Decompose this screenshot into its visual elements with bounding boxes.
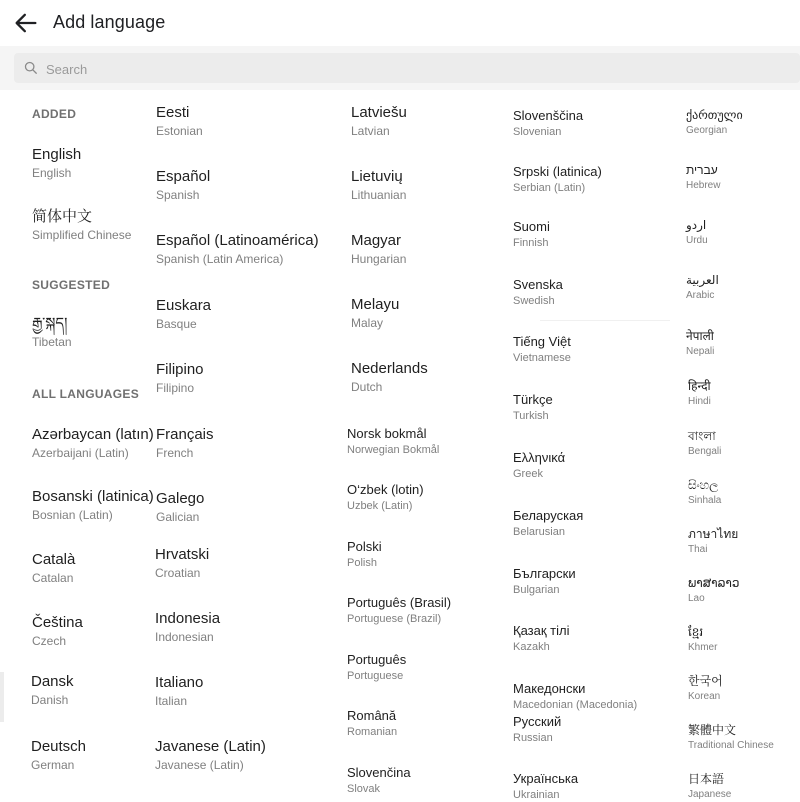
- search-icon: [24, 61, 38, 75]
- language-item[interactable]: [32, 551, 75, 586]
- language-subtitle: Serbian (Latin): [513, 182, 586, 194]
- language-subtitle: French: [156, 446, 194, 460]
- language-item[interactable]: [347, 426, 439, 457]
- language-item[interactable]: [156, 232, 319, 267]
- language-name: 한국어: [688, 674, 723, 688]
- search-input[interactable]: [44, 59, 748, 79]
- language-item[interactable]: [347, 765, 411, 796]
- language-name: Français: [156, 426, 214, 443]
- language-item[interactable]: [347, 595, 451, 626]
- language-name: Hrvatski: [155, 546, 210, 563]
- language-subtitle: Azerbaijani (Latin): [32, 446, 129, 460]
- top-bar: [0, 0, 800, 46]
- language-item[interactable]: [31, 673, 74, 708]
- language-item[interactable]: [686, 218, 708, 247]
- language-item-simplified-chinese[interactable]: [32, 208, 131, 243]
- language-subtitle: Norwegian Bokmål: [347, 444, 440, 456]
- language-name: Čeština: [32, 614, 83, 631]
- language-subtitle: Lithuanian: [351, 188, 407, 202]
- language-item[interactable]: [347, 539, 382, 570]
- language-item[interactable]: [513, 771, 578, 802]
- language-item[interactable]: [686, 329, 714, 358]
- language-item[interactable]: [513, 623, 569, 654]
- language-name: Español (Latinoamérica): [156, 232, 319, 249]
- language-subtitle: Portuguese: [347, 670, 404, 682]
- language-subtitle: Khmer: [688, 642, 718, 653]
- language-item[interactable]: [156, 426, 214, 461]
- language-name: العربية: [686, 273, 719, 287]
- language-subtitle: Slovak: [347, 783, 381, 795]
- language-name: ខ្មែរ: [688, 625, 704, 639]
- language-item[interactable]: [156, 297, 211, 332]
- language-item[interactable]: [688, 478, 721, 507]
- language-subtitle: Romanian: [347, 726, 398, 738]
- arrow-left-icon: [12, 9, 40, 37]
- language-subtitle: German: [31, 758, 75, 772]
- language-name: Українська: [513, 771, 579, 786]
- language-item[interactable]: [156, 361, 204, 396]
- language-subtitle: English: [32, 166, 72, 180]
- language-subtitle: Indonesian: [155, 630, 214, 644]
- search-box[interactable]: [14, 53, 800, 83]
- section-header-added: ADDED: [32, 107, 77, 121]
- language-item[interactable]: [686, 273, 719, 302]
- language-item[interactable]: [688, 625, 717, 654]
- language-subtitle: Polish: [347, 557, 377, 569]
- language-name: עברית: [686, 163, 718, 177]
- language-subtitle: Lao: [688, 593, 705, 604]
- language-name: Magyar: [351, 232, 402, 249]
- language-subtitle: Portuguese (Brazil): [347, 613, 442, 625]
- language-name: Русский: [513, 714, 562, 729]
- language-subtitle: Belarusian: [513, 526, 565, 538]
- language-item[interactable]: [513, 508, 583, 539]
- language-item[interactable]: [513, 108, 583, 139]
- language-name: Català: [32, 551, 76, 568]
- language-subtitle: Latvian: [351, 124, 390, 138]
- language-item[interactable]: [513, 714, 561, 745]
- language-name: Eesti: [156, 104, 190, 121]
- language-item[interactable]: [513, 164, 602, 195]
- language-subtitle: Turkish: [513, 410, 549, 422]
- language-item[interactable]: [156, 490, 204, 525]
- language-name: 日本語: [688, 772, 725, 786]
- language-subtitle: Bulgarian: [513, 584, 560, 596]
- language-item[interactable]: [32, 614, 83, 649]
- language-name: ພາສາລາວ: [688, 576, 740, 590]
- language-subtitle: Kazakh: [513, 641, 550, 653]
- language-item[interactable]: [351, 168, 406, 203]
- language-name: हिन्दी: [688, 379, 711, 393]
- language-subtitle: Russian: [513, 732, 553, 744]
- language-subtitle: Traditional Chinese: [688, 740, 774, 751]
- language-subtitle: Croatian: [155, 566, 201, 580]
- page-title: Add language: [53, 12, 166, 32]
- language-item[interactable]: [351, 296, 399, 331]
- language-name: Türkçe: [513, 392, 553, 407]
- language-name: Slovenščina: [513, 108, 584, 123]
- language-item[interactable]: [513, 277, 563, 308]
- language-name: Svenska: [513, 277, 563, 292]
- language-name: Indonesia: [155, 610, 221, 627]
- language-item[interactable]: [347, 652, 406, 683]
- section-header-suggested: SUGGESTED: [32, 278, 111, 292]
- language-item[interactable]: [688, 772, 731, 801]
- language-item[interactable]: [513, 334, 571, 365]
- language-item[interactable]: [688, 527, 738, 556]
- language-subtitle: Filipino: [156, 381, 195, 395]
- language-item[interactable]: [32, 488, 154, 523]
- language-name: Português: [347, 652, 407, 667]
- language-subtitle: Hungarian: [351, 252, 407, 266]
- language-subtitle: Galician: [156, 510, 200, 524]
- language-item[interactable]: [688, 576, 739, 605]
- language-subtitle: Catalan: [32, 571, 74, 585]
- language-subtitle: Georgian: [686, 125, 728, 136]
- language-subtitle: Sinhala: [688, 495, 722, 506]
- language-name: বাংলা: [688, 429, 716, 443]
- language-item[interactable]: [513, 681, 637, 712]
- language-subtitle: Macedonian (Macedonia): [513, 699, 638, 711]
- language-name: Português (Brasil): [347, 595, 452, 610]
- language-name: Български: [513, 566, 576, 581]
- language-name: Melayu: [351, 296, 400, 313]
- language-item[interactable]: [155, 546, 209, 581]
- language-name: Bosanski (latinica): [32, 488, 154, 505]
- language-item[interactable]: [347, 708, 397, 739]
- language-subtitle: Nepali: [686, 346, 715, 357]
- language-subtitle: Estonian: [156, 124, 203, 138]
- language-name: Galego: [156, 490, 205, 507]
- language-subtitle: Dutch: [351, 380, 383, 394]
- language-item[interactable]: [156, 104, 203, 139]
- language-subtitle: Simplified Chinese: [32, 228, 132, 242]
- language-name: Italiano: [155, 674, 204, 691]
- back-button[interactable]: [12, 9, 40, 37]
- language-item[interactable]: [688, 723, 774, 752]
- language-name: Tiếng Việt: [513, 334, 571, 349]
- language-subtitle: Ukrainian: [513, 789, 560, 801]
- language-name: Ελληνικά: [513, 450, 566, 465]
- language-item[interactable]: [513, 566, 576, 597]
- language-subtitle: Italian: [155, 694, 188, 708]
- language-item[interactable]: [513, 450, 565, 481]
- language-name: Македонски: [513, 681, 586, 696]
- language-subtitle: Swedish: [513, 295, 555, 307]
- language-item[interactable]: [688, 674, 723, 703]
- language-item[interactable]: [155, 674, 203, 709]
- language-name: ภาษาไทย: [688, 527, 739, 541]
- language-subtitle: Basque: [156, 317, 197, 331]
- language-name: Azərbaycan (latın): [32, 426, 154, 443]
- language-name: Euskara: [156, 297, 212, 314]
- language-subtitle: Korean: [688, 691, 721, 702]
- language-name: O‘zbek (lotin): [347, 482, 424, 497]
- scroll-edge: [0, 672, 4, 722]
- language-subtitle: Spanish (Latin America): [156, 252, 284, 266]
- language-name: Norsk bokmål: [347, 426, 427, 441]
- language-item[interactable]: [347, 482, 424, 513]
- language-item-english[interactable]: [32, 146, 81, 181]
- language-item[interactable]: [155, 610, 220, 645]
- language-item[interactable]: [688, 429, 721, 458]
- language-name: Srpski (latinica): [513, 164, 602, 179]
- language-name: Polski: [347, 539, 382, 554]
- divider: [540, 320, 670, 321]
- language-name: Suomi: [513, 219, 550, 234]
- language-name: Filipino: [156, 361, 204, 378]
- language-subtitle: Finnish: [513, 237, 549, 249]
- language-item[interactable]: [513, 392, 553, 423]
- language-name: Javanese (Latin): [155, 738, 266, 755]
- language-subtitle: Thai: [688, 544, 708, 555]
- language-item[interactable]: [686, 163, 720, 192]
- language-subtitle: Hindi: [688, 396, 711, 407]
- language-subtitle: Greek: [513, 468, 543, 480]
- language-name: Беларуская: [513, 508, 584, 523]
- section-header-all-languages: ALL LANGUAGES: [32, 387, 140, 401]
- language-name: Nederlands: [351, 360, 428, 377]
- language-subtitle: Slovenian: [513, 126, 562, 138]
- language-item[interactable]: [156, 168, 210, 203]
- language-item[interactable]: [513, 219, 550, 250]
- language-name: English: [32, 146, 82, 163]
- language-name: ქართული: [686, 108, 743, 122]
- language-item-tibetan[interactable]: [32, 315, 72, 350]
- language-subtitle: Hebrew: [686, 180, 721, 191]
- language-name: Lietuvių: [351, 168, 403, 185]
- language-subtitle: Tibetan: [32, 335, 72, 349]
- language-item[interactable]: [31, 738, 86, 773]
- language-subtitle: Vietnamese: [513, 352, 571, 364]
- language-item[interactable]: [351, 360, 428, 395]
- language-subtitle: Japanese: [688, 789, 732, 800]
- language-item[interactable]: [32, 426, 154, 461]
- language-subtitle: Uzbek (Latin): [347, 500, 413, 512]
- language-item[interactable]: [686, 108, 743, 137]
- language-subtitle: Malay: [351, 316, 384, 330]
- language-name: རྒྱ་སྐད།: [32, 315, 68, 332]
- language-item[interactable]: [351, 104, 407, 139]
- language-subtitle: Bengali: [688, 446, 722, 457]
- language-subtitle: Spanish: [156, 188, 200, 202]
- search-bar: [0, 46, 800, 90]
- language-item[interactable]: [155, 738, 266, 773]
- language-subtitle: Danish: [31, 693, 69, 707]
- language-name: 简体中文: [32, 208, 93, 225]
- language-subtitle: Javanese (Latin): [155, 758, 244, 772]
- language-name: नेपाली: [686, 329, 714, 343]
- language-name: සිංහල: [688, 478, 719, 492]
- language-name: اردو: [686, 218, 707, 232]
- language-item[interactable]: [688, 379, 711, 408]
- language-name: Dansk: [31, 673, 74, 690]
- language-name: Español: [156, 168, 211, 185]
- language-subtitle: Bosnian (Latin): [32, 508, 113, 522]
- language-name: Slovenčina: [347, 765, 411, 780]
- language-name: Deutsch: [31, 738, 87, 755]
- language-name: Română: [347, 708, 397, 723]
- language-subtitle: Urdu: [686, 235, 708, 246]
- language-name: Latviešu: [351, 104, 407, 121]
- language-subtitle: Arabic: [686, 290, 715, 301]
- language-subtitle: Czech: [32, 634, 67, 648]
- language-item[interactable]: [351, 232, 406, 267]
- language-name: 繁體中文: [688, 723, 737, 737]
- language-name: Қазақ тілі: [513, 623, 570, 638]
